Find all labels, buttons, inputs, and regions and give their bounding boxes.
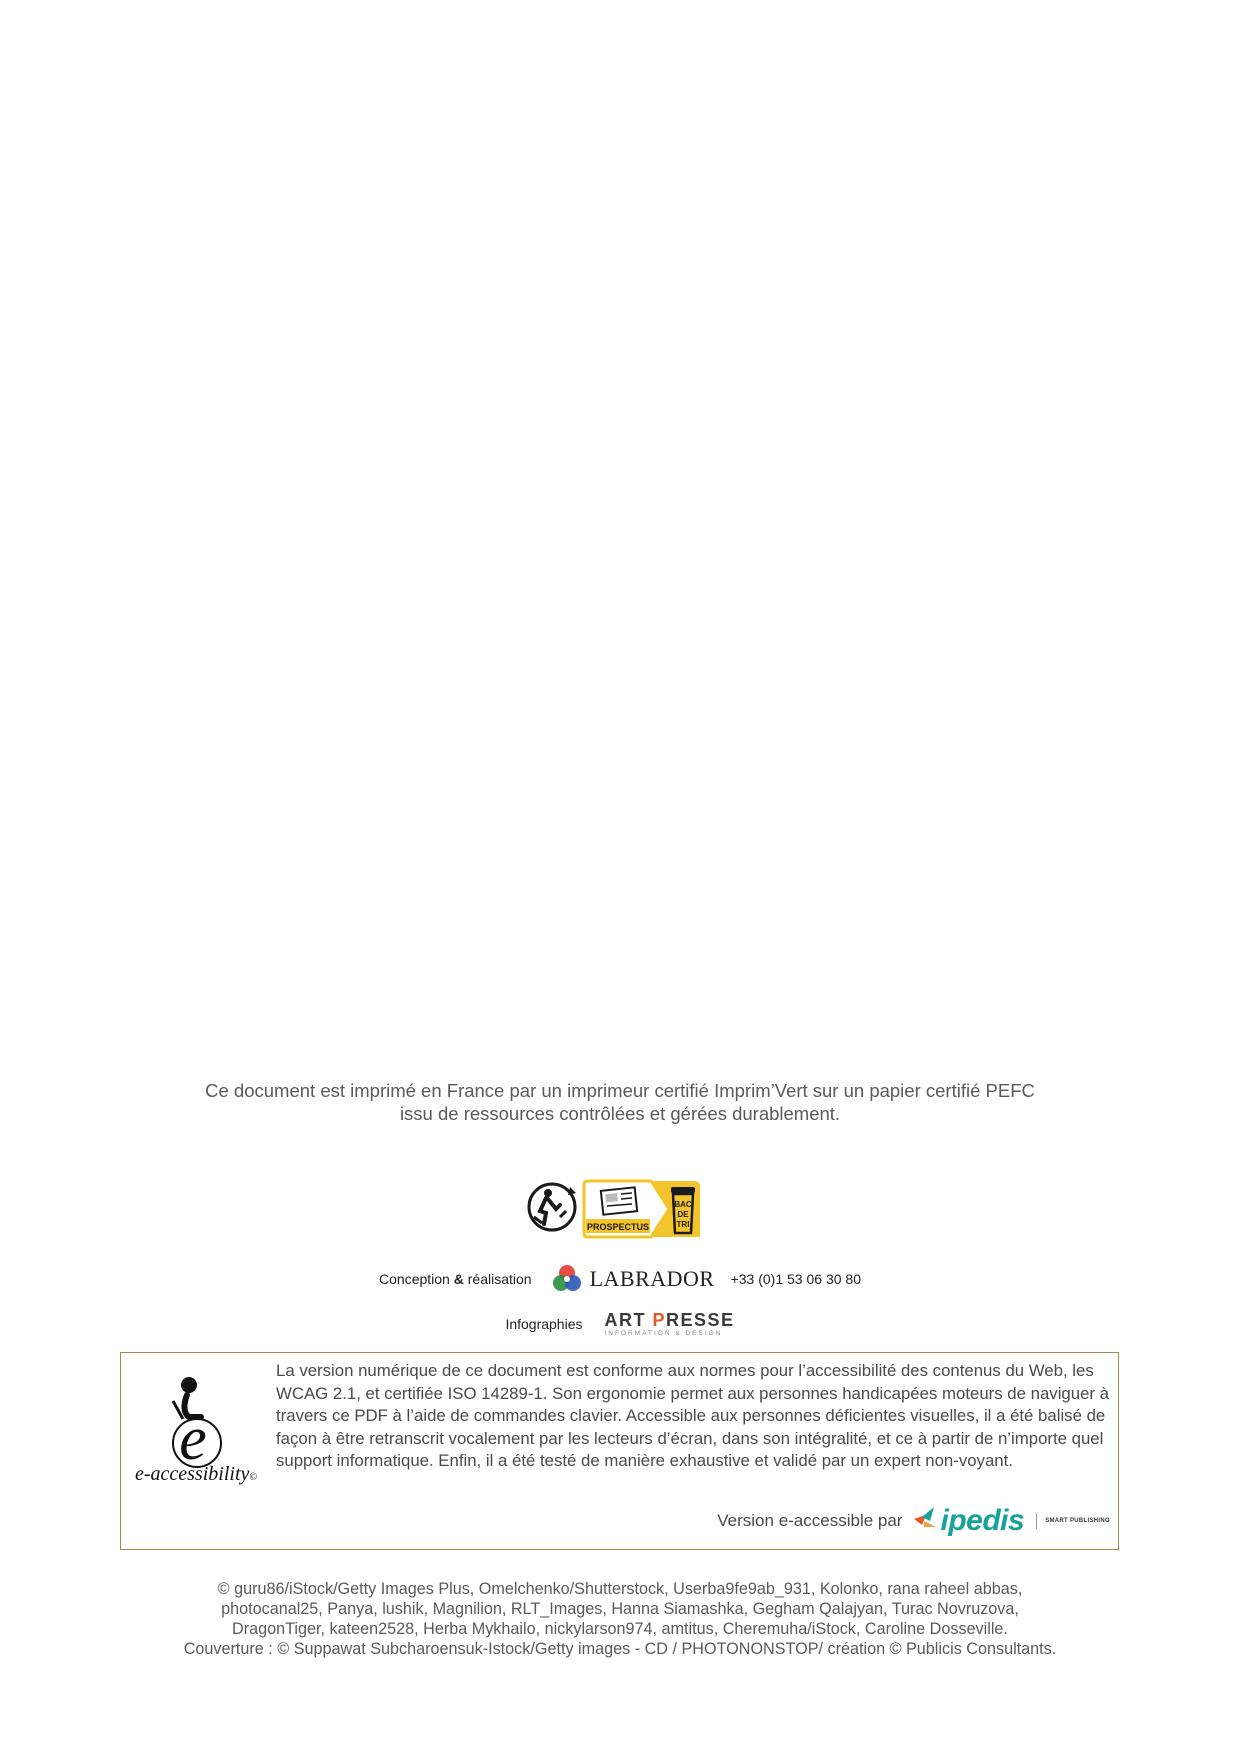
ipedis-bird-icon xyxy=(912,1505,938,1537)
art-presse-name: ART PRESSE xyxy=(604,1309,735,1330)
conception-credits xyxy=(0,1262,1240,1296)
accessibility-statement-box xyxy=(120,1352,1119,1550)
accessibility-paragraph: La version numérique de ce document est conforme aux normes pour l’accessibilité des contenus du Web, les WCAG 2.1, et certifiée ISO 14289-1. Son ergonomie permet aux personnes handicapées moteurs de naviguer à travers ce PDF à l’aide de commandes clavier. Accessible aux personnes déficientes visuelles, il a été balisé de façon à être retranscrit vocalement par les lecteurs d’écran, dans son intégralité, et ce à partir de n’importe quel support informatique. Enfin, il a été testé de manière exhaustive et validé par un expert non-voyant. xyxy=(276,1361,1110,1470)
photo-credits-line-4: Couverture : © Suppawat Subcharoensuk-Istock/Getty images - CD / PHOTONONSTOP/ création © Publicis Consultants. xyxy=(183,1640,1057,1658)
infographies-credits xyxy=(0,1310,1240,1338)
ipedis-tagline: SMART PUBLISHING xyxy=(1045,1518,1110,1524)
print-note-line-2: issu de ressources contrôlées et gérées durablement. xyxy=(399,1103,841,1124)
labrador-circles-icon xyxy=(550,1262,584,1296)
photo-credits-line-2: photocanal25, Panya, lushik, Magnilion, RLT_Images, Hanna Siamashka, Gegham Qalajyan, Turac Novruzova, xyxy=(221,1600,1019,1618)
svg-text:e: e xyxy=(179,1405,207,1471)
photo-credits-line-3: DragonTiger, kateen2528, Herba Mykhailo, nickylarson974, amtitus, Cheremuha/iStock, Caroline Dosseville. xyxy=(232,1620,1008,1638)
photo-credits-line-1: © guru86/iStock/Getty Images Plus, Omelchenko/Shutterstock, Userba9fe9ab_931, Kolonko, rana raheel abbas, xyxy=(217,1580,1023,1598)
bin-label-line-1: BAC xyxy=(674,1200,692,1209)
triman-recycling-icon xyxy=(526,1177,720,1241)
labrador-logo xyxy=(550,1262,715,1296)
print-note-line-1: Ce document est imprimé en France par un imprimeur certifié Imprim’Vert sur un papier certifié PEFC xyxy=(205,1080,1035,1101)
ipedis-logo xyxy=(912,1504,1110,1538)
version-label: Version e-accessible par xyxy=(717,1511,903,1530)
art-presse-tagline: INFORMATION & DESIGN xyxy=(604,1329,723,1337)
bin-label-line-3: TRI xyxy=(676,1220,690,1229)
triman-recycling-logo xyxy=(526,1177,720,1241)
triman-prospectus-label: PROSPECTUS xyxy=(586,1222,650,1232)
print-certification-note xyxy=(100,1079,1140,1125)
infographies-label: Infographies xyxy=(505,1316,583,1332)
accessible-version-credit xyxy=(717,1503,1110,1539)
conception-label: Conception & réalisation xyxy=(379,1271,532,1287)
bin-label-line-2: DE xyxy=(677,1210,689,1219)
art-presse-logo xyxy=(605,1311,735,1338)
e-accessibility-wordmark: e-accessibility© xyxy=(134,1463,257,1485)
labrador-name: LABRADOR xyxy=(589,1266,715,1291)
agency-phone: +33 (0)1 53 06 30 80 xyxy=(730,1271,861,1287)
ipedis-name: ipedis xyxy=(940,1504,1025,1537)
e-accessibility-icon xyxy=(127,1371,267,1471)
photo-credits xyxy=(100,1579,1140,1659)
ipedis-separator xyxy=(1036,1513,1037,1529)
